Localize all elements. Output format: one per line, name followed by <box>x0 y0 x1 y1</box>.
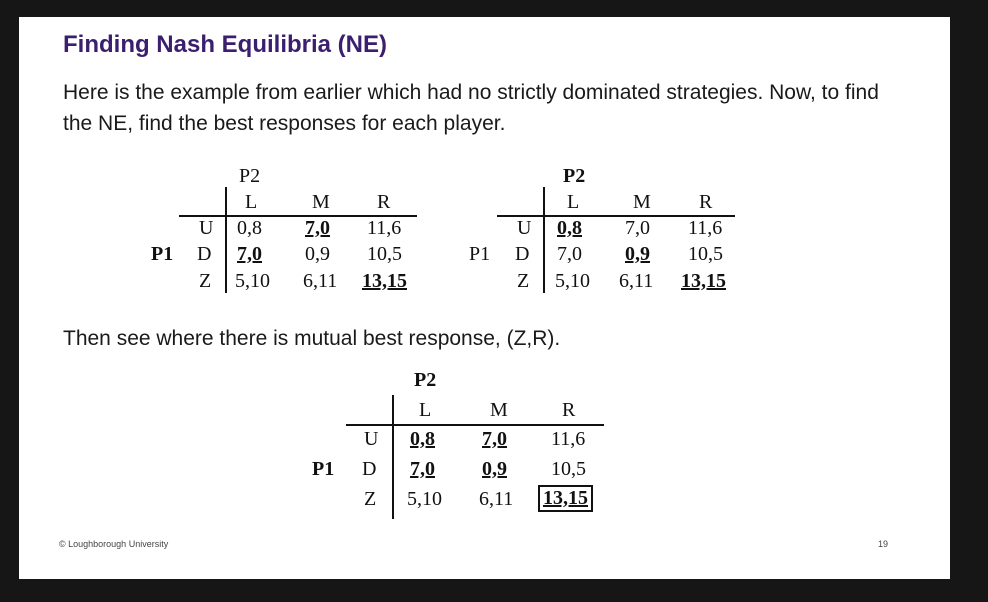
payoff-cell: 11,6 <box>551 428 586 450</box>
payoff-cell: 0,9 <box>482 458 507 480</box>
payoff-cell: 0,8 <box>410 428 435 450</box>
payoff-cell: 6,11 <box>479 488 514 510</box>
header-rule <box>346 424 604 426</box>
payoff-cell: 7,0 <box>482 428 507 450</box>
payoff-cell: 7,0 <box>625 217 650 239</box>
row-header-z: Z <box>364 488 377 510</box>
row-divider <box>392 395 394 519</box>
player1-label: P1 <box>469 243 491 265</box>
payoff-cell: 0,8 <box>557 217 582 239</box>
payoff-cell: 5,10 <box>235 270 270 292</box>
payoff-cell: 10,5 <box>551 458 586 480</box>
col-header-m: M <box>633 191 651 213</box>
row-divider <box>225 187 227 293</box>
slide-title: Finding Nash Equilibria (NE) <box>63 31 387 58</box>
slide <box>19 17 950 579</box>
payoff-cell: 13,15 <box>362 270 407 292</box>
col-header-m: M <box>312 191 330 213</box>
col-header-l: L <box>419 399 432 421</box>
player1-label: P1 <box>312 458 335 480</box>
payoff-cell: 11,6 <box>688 217 723 239</box>
col-header-r: R <box>562 399 576 421</box>
footer-copyright: © Loughborough University <box>59 539 169 549</box>
payoff-cell: 0,8 <box>237 217 262 239</box>
row-header-z: Z <box>199 270 212 292</box>
payoff-cell: 13,15 <box>681 270 726 292</box>
payoff-cell: 6,11 <box>619 270 654 292</box>
intro-text: Here is the example from earlier which had no strictly dominated strategies. Now, to find the NE, find the best responses for each player. <box>63 81 879 135</box>
player1-label: P1 <box>151 243 174 265</box>
row-header-d: D <box>197 243 212 265</box>
payoff-cell: 7,0 <box>410 458 435 480</box>
player2-label: P2 <box>563 165 586 187</box>
row-header-u: U <box>199 217 214 239</box>
payoff-cell: 7,0 <box>557 243 582 265</box>
payoff-cell: 10,5 <box>688 243 723 265</box>
col-header-r: R <box>377 191 391 213</box>
payoff-cell: 10,5 <box>367 243 402 265</box>
nash-equilibrium-cell: 13,15 <box>538 485 593 512</box>
mutual-best-response-text: Then see where there is mutual best response, (Z,R). <box>63 327 561 350</box>
row-divider <box>543 187 545 293</box>
payoff-cell: 11,6 <box>367 217 402 239</box>
row-header-z: Z <box>517 270 530 292</box>
payoff-cell: 5,10 <box>555 270 590 292</box>
payoff-cell: 7,0 <box>305 217 330 239</box>
row-header-u: U <box>517 217 532 239</box>
payoff-cell: 0,9 <box>305 243 330 265</box>
row-header-d: D <box>515 243 530 265</box>
player2-label: P2 <box>414 369 437 391</box>
page-number: 19 <box>877 539 888 549</box>
payoff-matrix-3 <box>304 367 624 527</box>
col-header-l: L <box>245 191 258 213</box>
row-header-d: D <box>362 458 377 480</box>
player2-label: P2 <box>239 165 261 187</box>
payoff-cell: 7,0 <box>237 243 262 265</box>
payoff-cell: 5,10 <box>407 488 442 510</box>
col-header-r: R <box>699 191 713 213</box>
payoff-cell: 0,9 <box>625 243 650 265</box>
payoff-matrix-1 <box>139 167 429 297</box>
payoff-matrix-2 <box>459 167 749 297</box>
col-header-m: M <box>490 399 508 421</box>
col-header-l: L <box>567 191 580 213</box>
payoff-cell: 6,11 <box>303 270 338 292</box>
row-header-u: U <box>364 428 379 450</box>
